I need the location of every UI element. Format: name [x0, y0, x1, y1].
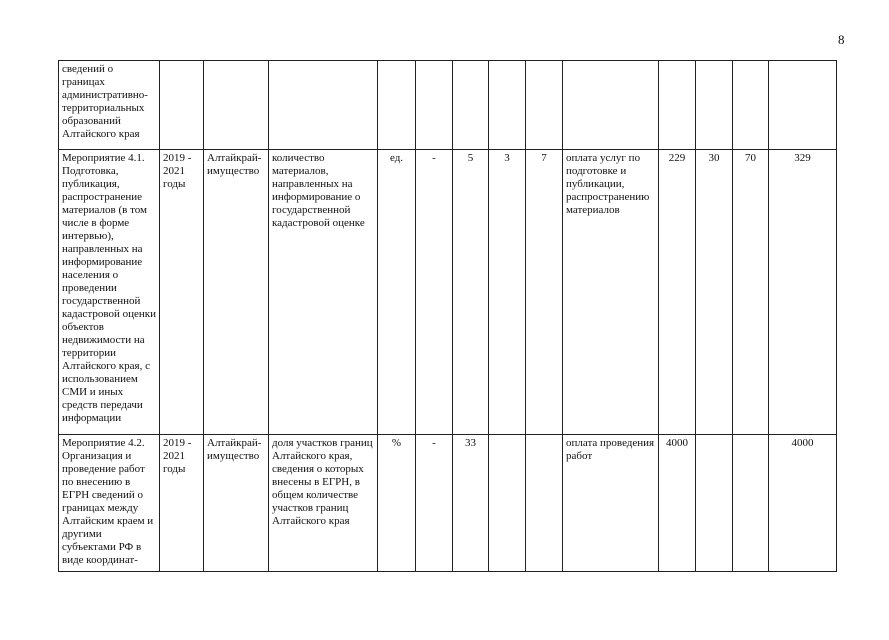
indicator-value-2: 5	[453, 150, 489, 435]
page-number: 8	[838, 32, 845, 47]
indicator-value-4	[526, 435, 563, 572]
funding-value-2: 30	[696, 150, 733, 435]
indicator-value-1	[416, 61, 453, 150]
period-cell: 2019 - 2021 годы	[160, 150, 204, 435]
indicator-value-4	[526, 61, 563, 150]
funding-value-2	[696, 61, 733, 150]
funding-value-1: 229	[659, 150, 696, 435]
measure-cell: Мероприятие 4.1. Подготовка, публикация, распространение материалов (в том числе в форме интервью), направленных на информирование населения о проведении государственной кадастровой оценки объектов недвижимости на территории Алтайского края, с использованием СМИ и иных средств передачи информации	[59, 150, 160, 435]
indicator-value-1: -	[416, 435, 453, 572]
funding-value-2	[696, 435, 733, 572]
measure-cell: сведений о границах административно-территориальных образований Алтайского края	[59, 61, 160, 150]
unit-cell: %	[378, 435, 416, 572]
funding-total: 329	[769, 150, 837, 435]
indicator-cell: доля участков границ Алтайского края, сведения о которых внесены в ЕГРН, в общем количестве участков границ Алтайского края	[269, 435, 378, 572]
indicator-value-3	[489, 61, 526, 150]
funding-total	[769, 61, 837, 150]
table-row	[59, 61, 837, 150]
program-table	[58, 60, 837, 572]
executor-cell: Алтайкрай-имущество	[204, 150, 269, 435]
funding-value-3: 70	[733, 150, 769, 435]
funding-value-1	[659, 61, 696, 150]
indicator-cell	[269, 61, 378, 150]
executor-cell: Алтайкрай-имущество	[204, 435, 269, 572]
measure-cell: Мероприятие 4.2. Организация и проведение работ по внесению в ЕГРН сведений о границах между Алтайским краем и другими субъектами РФ в виде координат-	[59, 435, 160, 572]
executor-cell	[204, 61, 269, 150]
indicator-value-3: 3	[489, 150, 526, 435]
indicator-value-3	[489, 435, 526, 572]
indicator-value-2: 33	[453, 435, 489, 572]
expense-cell: оплата проведения работ	[563, 435, 659, 572]
indicator-value-1: -	[416, 150, 453, 435]
funding-value-3	[733, 435, 769, 572]
funding-value-3	[733, 61, 769, 150]
indicator-value-4: 7	[526, 150, 563, 435]
expense-cell: оплата услуг по подготовке и публикации, распространению материалов	[563, 150, 659, 435]
period-cell: 2019 - 2021 годы	[160, 435, 204, 572]
table-row	[59, 435, 837, 572]
indicator-cell: количество материалов, направленных на информирование о государственной кадастровой оценке	[269, 150, 378, 435]
period-cell	[160, 61, 204, 150]
indicator-value-2	[453, 61, 489, 150]
unit-cell: ед.	[378, 150, 416, 435]
expense-cell	[563, 61, 659, 150]
funding-total: 4000	[769, 435, 837, 572]
unit-cell	[378, 61, 416, 150]
funding-value-1: 4000	[659, 435, 696, 572]
table-row	[59, 150, 837, 435]
